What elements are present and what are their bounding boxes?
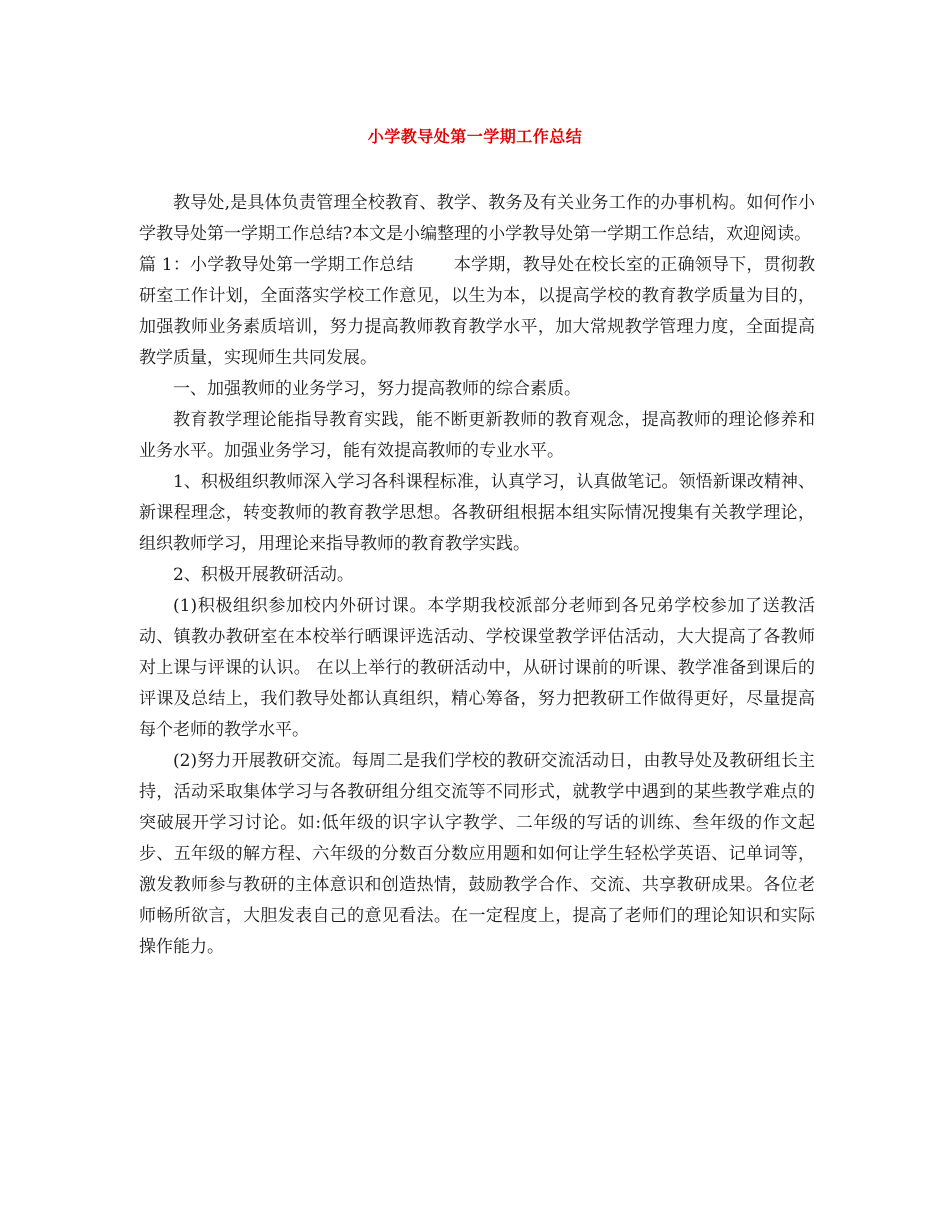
list-item-2: 2、积极开展教研活动。	[173, 565, 354, 585]
chapter-opening: 本学期，教导处在校长室的正确领导下，贯彻教研室工作计划，全面落实学校工作意见，以生为本，以提高学校的教育教学质量为目的，加强教师业务素质培训，努力提高教师教育教学水平，加大常规教学管理力度，全面提高教学质量，实现师生共同发展。	[139, 255, 815, 368]
chapter-paragraph	[139, 250, 815, 374]
chapter-heading: 篇 1：小学教导处第一学期工作总结	[139, 255, 414, 275]
document-body	[139, 188, 815, 963]
section-heading: 一、加强教师的业务学习，努力提高教师的综合素质。	[173, 379, 581, 399]
list-item-1: 1、积极组织教师深入学习各科课程标准，认真学习，认真做笔记。领悟新课改精神、新课程理念，转变教师的教育教学思想。各教研组根据本组实际情况搜集有关教学理论，组织教师学习，用理论来指导教师的教育教学实践。	[139, 472, 815, 554]
document-title: 小学教导处第一学期工作总结	[367, 127, 583, 146]
section-paragraph: 教育教学理论能指导教育实践，能不断更新教师的教育观念，提高教师的理论修养和业务水平。加强业务学习，能有效提高教师的专业水平。	[139, 410, 815, 461]
intro-paragraph: 教导处,是具体负责管理全校教育、教学、教务及有关业务工作的办事机构。如何作小学教导处第一学期工作总结?本文是小编整理的小学教导处第一学期工作总结，欢迎阅读。	[139, 193, 815, 244]
sub-item-2: (2)努力开展教研交流。每周二是我们学校的教研交流活动日，由教导处及教研组长主持，活动采取集体学习与各教研组分组交流等不同形式，就教学中遇到的某些教学难点的突破展开学习讨论。如:低年级的识字认字教学、二年级的写话的训练、叁年级的作文起步、五年级的解方程、六年级的分数百分数应用题和如何让学生轻松学英语、记单词等，激发教师参与教研的主体意识和创造热情，鼓励教学合作、交流、共享教研成果。各位老师畅所欲言，大胆发表自己的意见看法。在一定程度上，提高了老师们的理论知识和实际操作能力。	[139, 751, 815, 957]
sub-item-1: (1)积极组织参加校内外研讨课。本学期我校派部分老师到各兄弟学校参加了送教活动、镇教办教研室在本校举行晒课评选活动、学校课堂教学评估活动，大大提高了各教师对上课与评课的认识。 在以上举行的教研活动中，从研讨课前的听课、教学准备到课后的评课及总结上，我们教导处都认真组织，精心筹备，努力把教研工作做得更好，尽量提高每个老师的教学水平。	[139, 596, 815, 740]
